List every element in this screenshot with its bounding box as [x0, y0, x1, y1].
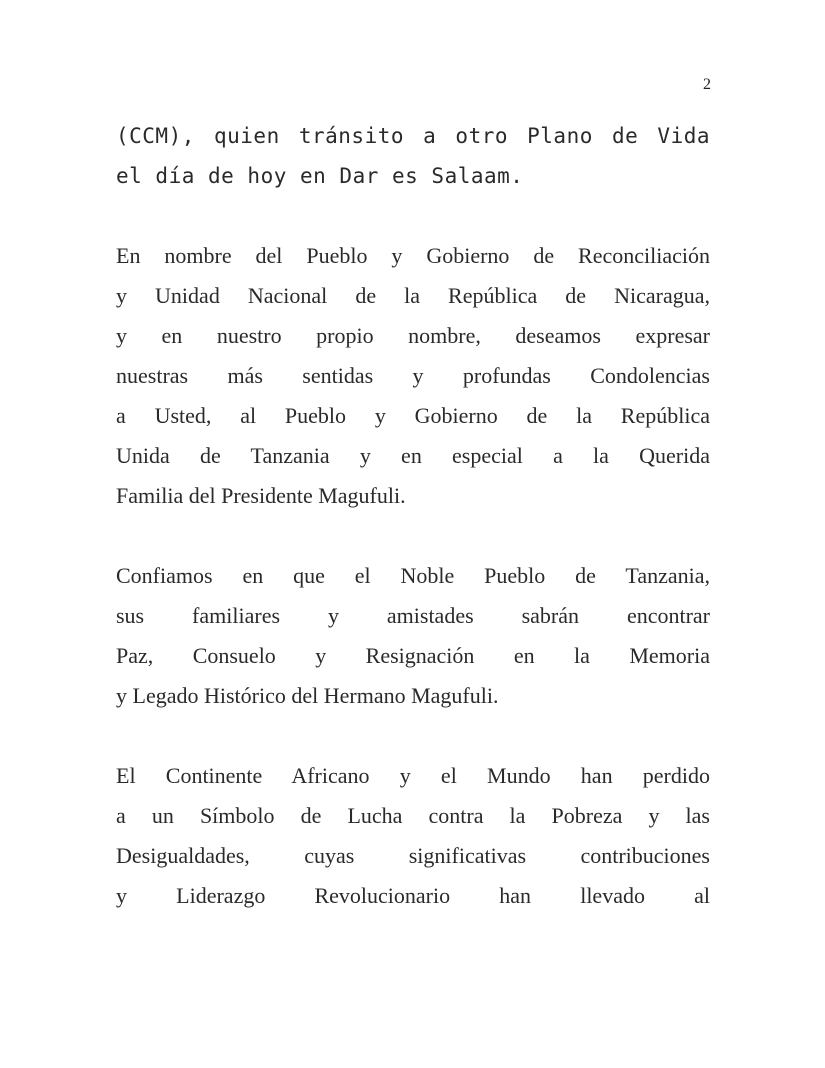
text-line: El Continente Africano y el Mundo han perdido	[116, 763, 710, 788]
text-line: (CCM), quien tránsito a otro Plano de Vida	[116, 124, 710, 148]
text-line: a un Símbolo de Lucha contra la Pobreza y las	[116, 803, 710, 828]
paragraph-3	[116, 556, 710, 716]
text-line: el día de hoy en Dar es Salaam.	[116, 164, 524, 188]
text-line: Confiamos en que el Noble Pueblo de Tanzania,	[116, 563, 710, 588]
text-line: y Unidad Nacional de la República de Nicaragua,	[116, 283, 710, 308]
text-line: y en nuestro propio nombre, deseamos expresar	[116, 323, 710, 348]
text-line: y Legado Histórico del Hermano Magufuli.	[116, 683, 499, 708]
text-line: nuestras más sentidas y profundas Condolencias	[116, 363, 710, 388]
text-line: Unida de Tanzania y en especial a la Querida	[116, 443, 710, 468]
paragraph-2	[116, 236, 710, 516]
text-line: En nombre del Pueblo y Gobierno de Reconciliación	[116, 243, 710, 268]
text-line: a Usted, al Pueblo y Gobierno de la República	[116, 403, 710, 428]
text-line: sus familiares y amistades sabrán encontrar	[116, 603, 710, 628]
paragraph-4	[116, 756, 710, 916]
text-line: Desigualdades, cuyas significativas contribuciones	[116, 843, 710, 868]
text-line: Familia del Presidente Magufuli.	[116, 483, 406, 508]
text-line: Paz, Consuelo y Resignación en la Memoria	[116, 643, 710, 668]
page-number: 2	[703, 76, 711, 93]
text-line: y Liderazgo Revolucionario han llevado al	[116, 883, 710, 908]
paragraph-1	[116, 116, 710, 196]
letter-body	[116, 116, 710, 956]
